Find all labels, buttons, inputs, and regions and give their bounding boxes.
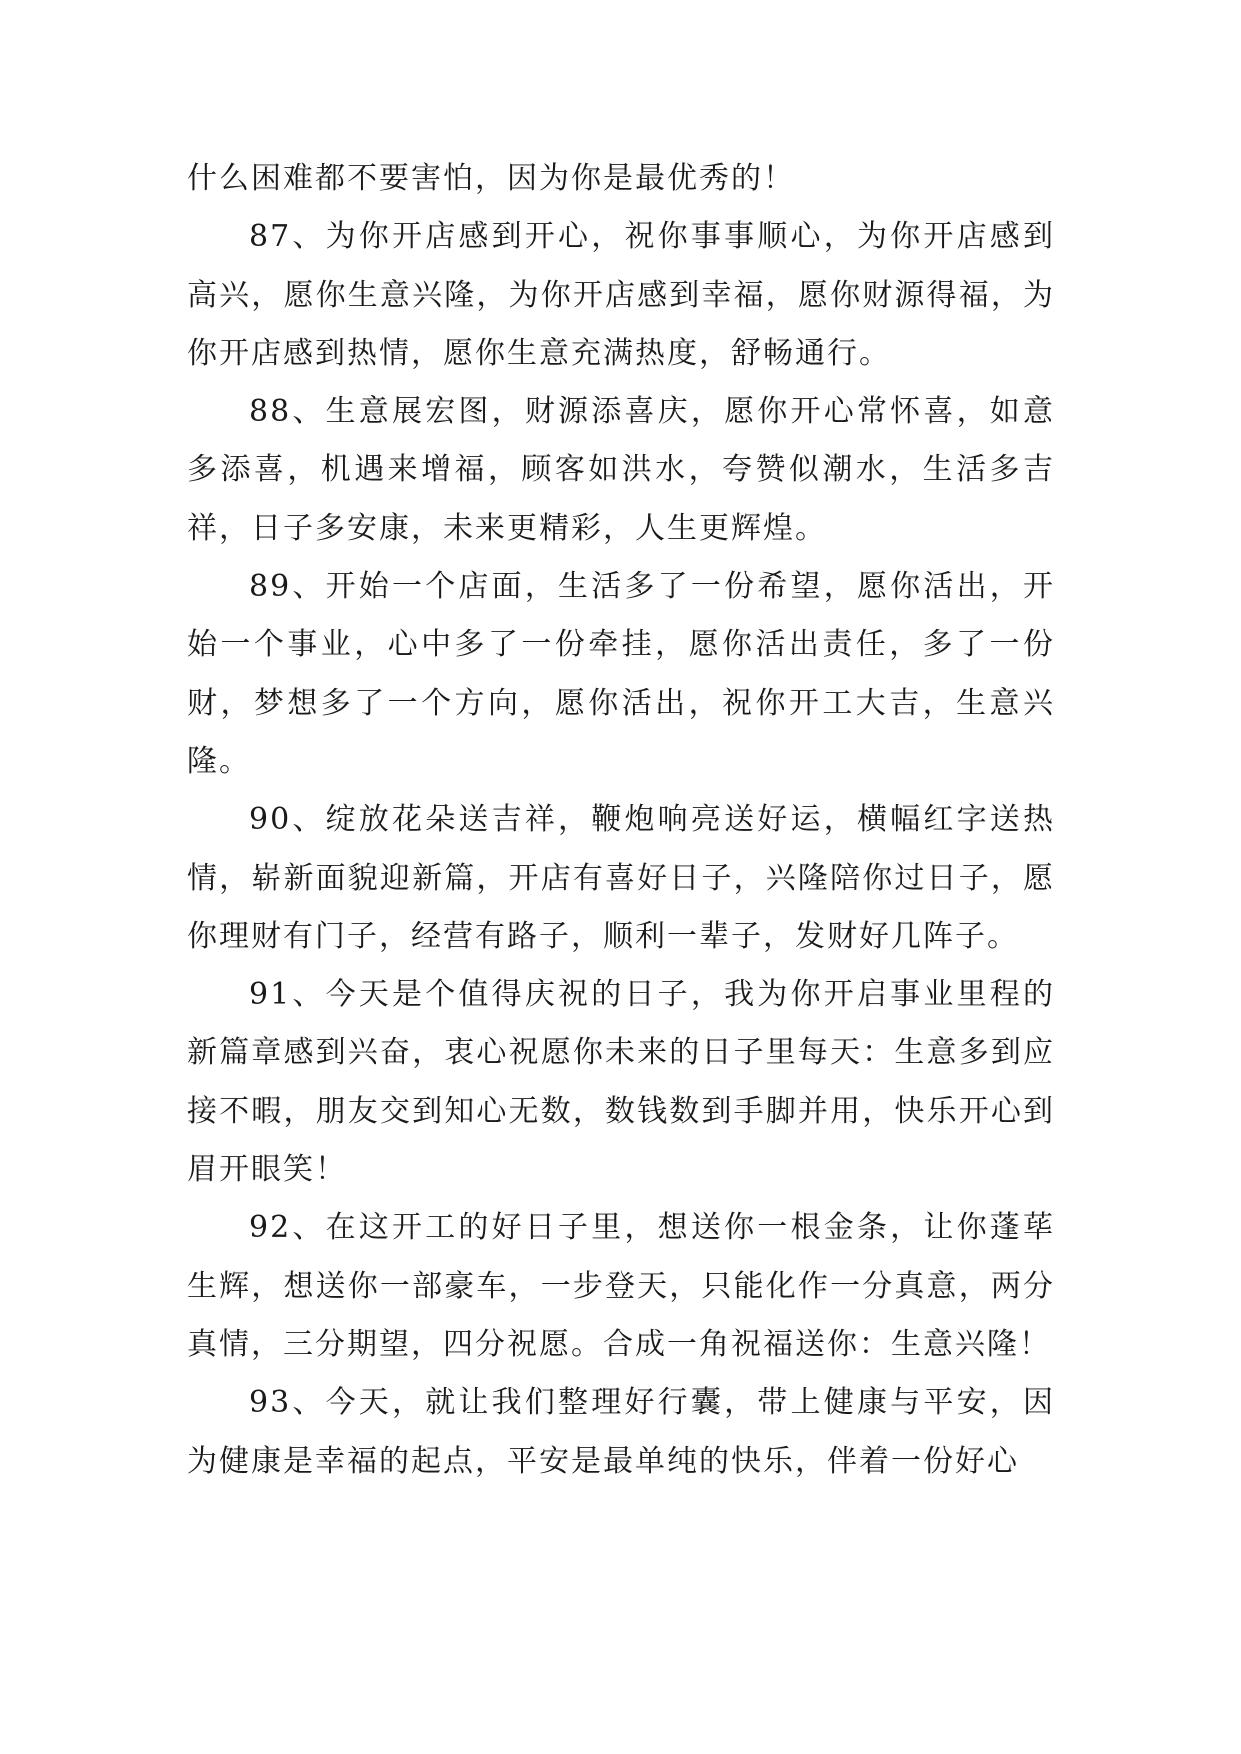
document-page (187, 150, 1055, 1491)
paragraph-89: 89、开始一个店面，生活多了一份希望，愿你活出，开始一个事业，心中多了一份牵挂，愿你活出责任，多了一份财，梦想多了一个方向，愿你活出，祝你开工大吉，生意兴隆。 (187, 569, 1055, 779)
paragraph-88: 88、生意展宏图，财源添喜庆，愿你开心常怀喜，如意多添喜，机遇来增福，顾客如洪水，夸赞似潮水，生活多吉祥，日子多安康，未来更精彩，人生更辉煌。 (187, 394, 1055, 546)
paragraph-93: 93、今天，就让我们整理好行囊，带上健康与平安，因为健康是幸福的起点，平安是最单纯的快乐，伴着一份好心 (187, 1385, 1055, 1479)
paragraph-91: 91、今天是个值得庆祝的日子，我为你开启事业里程的新篇章感到兴奋，衷心祝愿你未来的日子里每天：生意多到应接不暇，朋友交到知心无数，数钱数到手脚并用，快乐开心到眉开眼笑！ (187, 977, 1055, 1188)
paragraph-90: 90、绽放花朵送吉祥，鞭炮响亮送好运，横幅红字送热情，崭新面貌迎新篇，开店有喜好日子，兴隆陪你过日子，愿你理财有门子，经营有路子，顺利一辈子，发财好几阵子。 (187, 802, 1055, 954)
paragraph-continuation: 什么困难都不要害怕，因为你是最优秀的！ (187, 161, 795, 196)
paragraph-92: 92、在这开工的好日子里，想送你一根金条，让你蓬荜生辉，想送你一部豪车，一步登天，只能化作一分真意，两分真情，三分期望，四分祝愿。合成一角祝福送你：生意兴隆！ (187, 1210, 1055, 1362)
paragraph-87: 87、为你开店感到开心，祝你事事顺心，为你开店感到高兴，愿你生意兴隆，为你开店感到幸福，愿你财源得福，为你开店感到热情，愿你生意充满热度，舒畅通行。 (187, 219, 1055, 371)
